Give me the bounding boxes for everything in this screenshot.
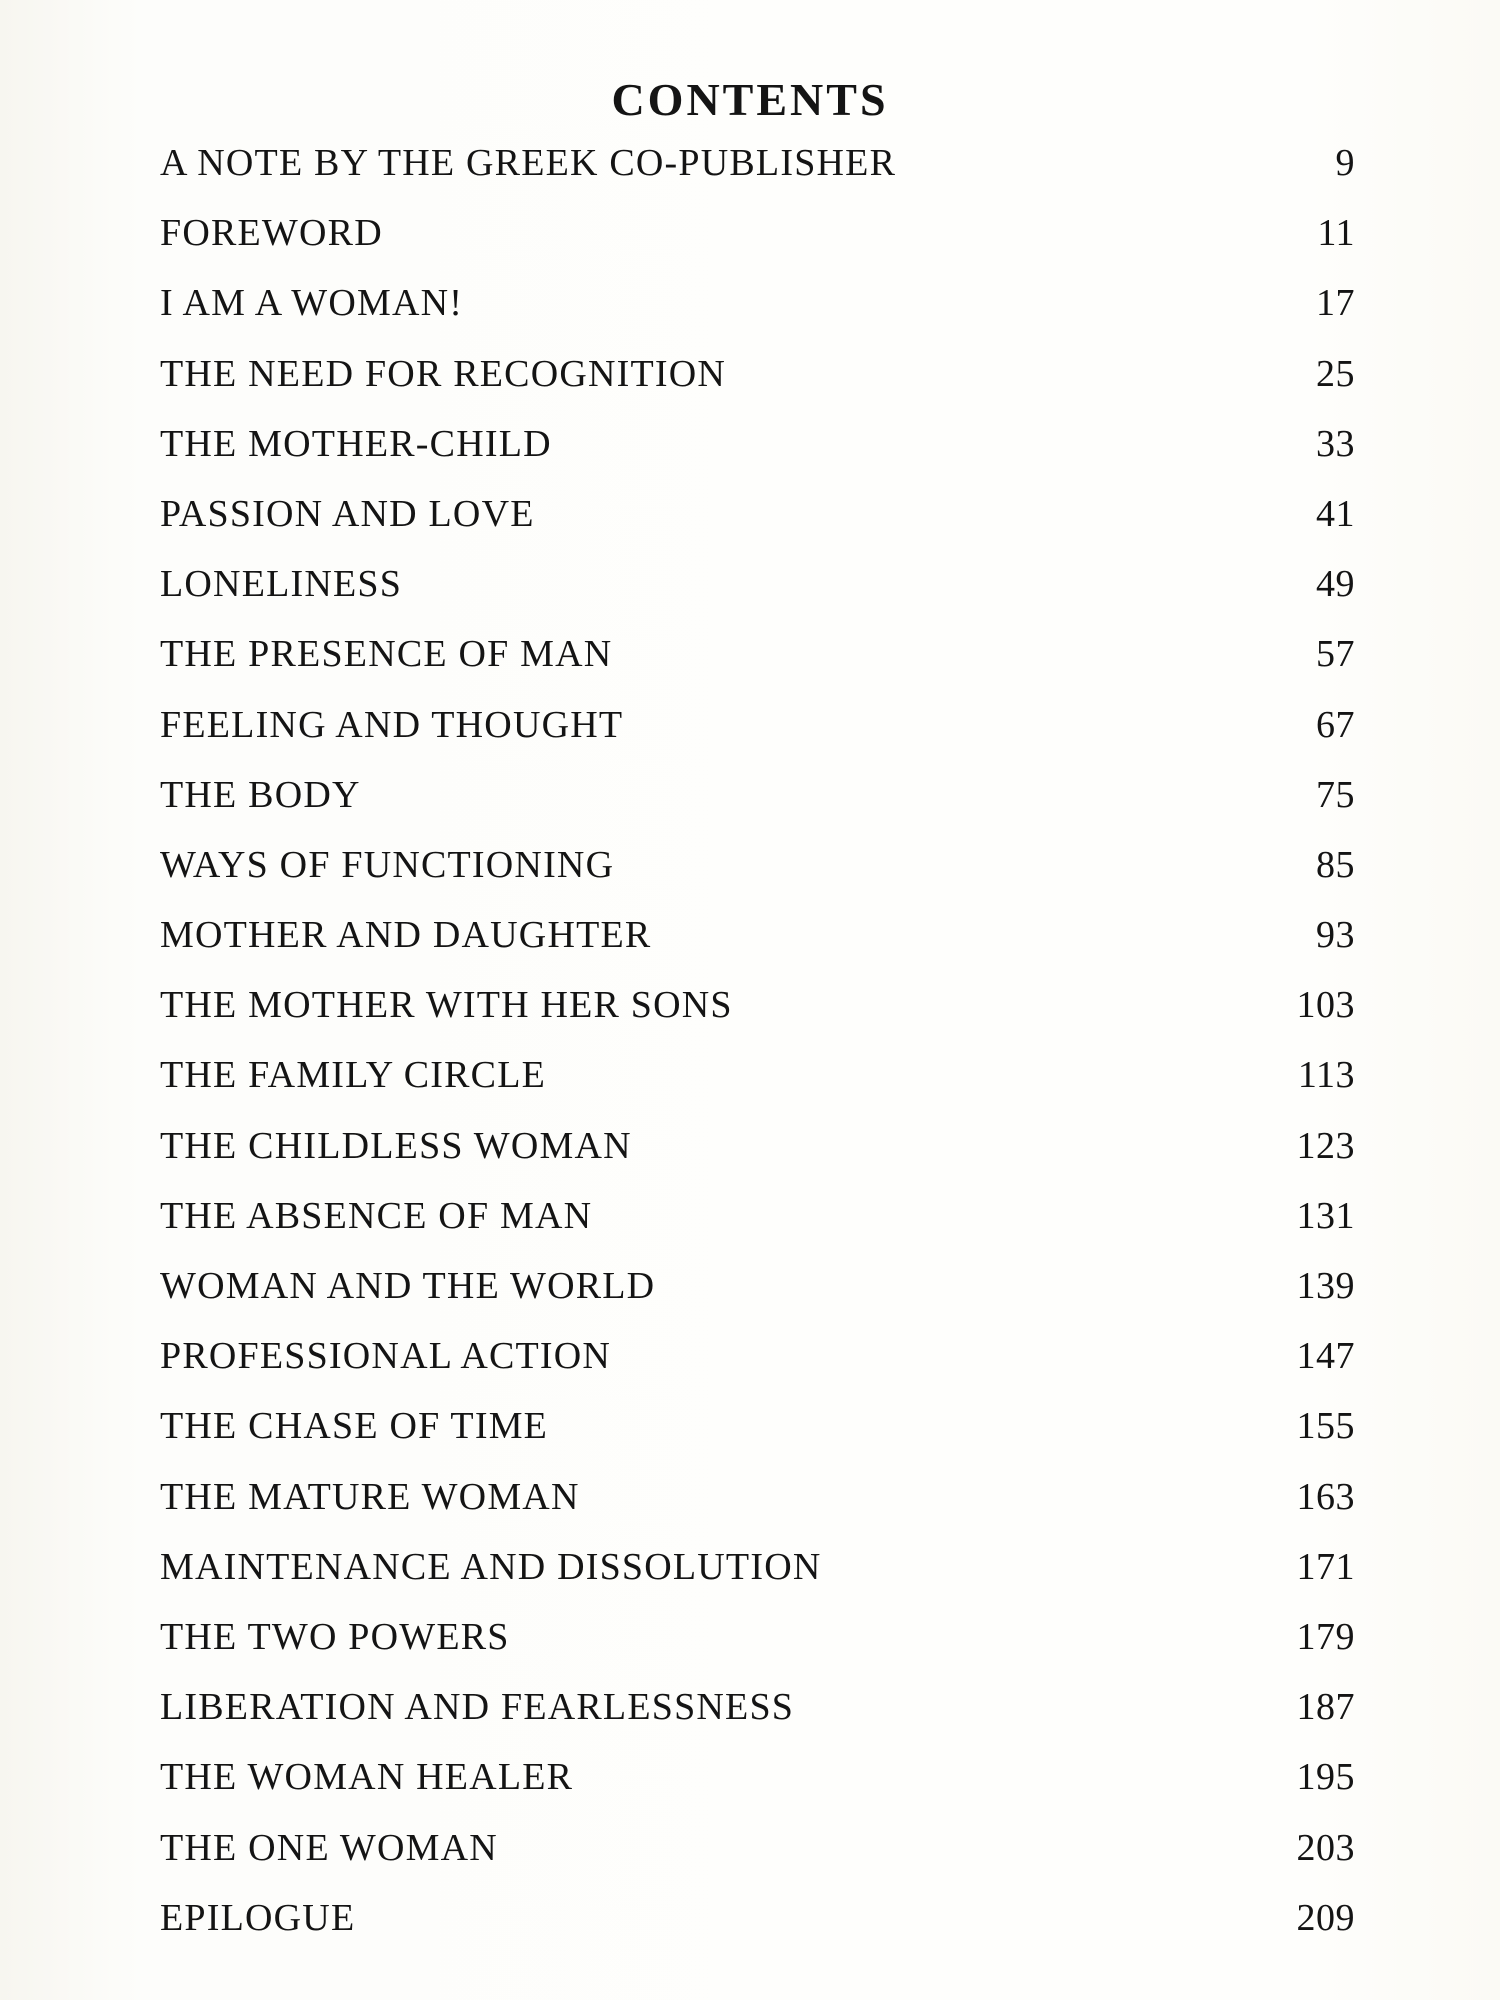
toc-entry [160,352,1355,422]
toc-entry [160,1685,1355,1755]
toc-entry-page-number: 171 [1296,1545,1355,1588]
toc-entry-title: THE ONE WOMAN [160,1826,498,1869]
toc-entry-title: THE MATURE WOMAN [160,1475,580,1518]
toc-entry-page-number: 11 [1317,212,1355,255]
toc-entry-page-number: 33 [1316,422,1355,465]
toc-entry [160,843,1355,913]
toc-entry [160,632,1355,702]
toc-entry [160,211,1355,281]
toc-entry [160,913,1355,983]
toc-entry [160,1475,1355,1545]
toc-entry-title: LIBERATION AND FEARLESSNESS [160,1686,795,1729]
toc-entry [160,141,1355,211]
toc-entry-title: EPILOGUE [160,1896,356,1939]
toc-entry [160,1545,1355,1615]
toc-entry-title: LONELINESS [160,563,403,606]
toc-entry-page-number: 49 [1316,563,1355,606]
toc-entry-title: THE MOTHER-CHILD [160,422,552,465]
page-title: CONTENTS [611,74,889,125]
toc-entry-page-number: 123 [1296,1124,1355,1167]
toc-entry-title: WAYS OF FUNCTIONING [160,843,615,886]
toc-entry [160,703,1355,773]
toc-entry [160,422,1355,492]
toc-entry [160,1826,1355,1896]
toc-entry-page-number: 9 [1335,142,1355,184]
toc-entry-page-number: 195 [1296,1756,1355,1799]
toc-entry [160,1334,1355,1404]
toc-entry-page-number: 163 [1296,1475,1355,1518]
toc-entry [160,773,1355,843]
toc-entry-title: MAINTENANCE AND DISSOLUTION [160,1545,822,1588]
toc-entry-title: THE FAMILY CIRCLE [160,1054,547,1097]
toc-entry-page-number: 93 [1316,914,1355,957]
toc-entry-title: THE MOTHER WITH HER SONS [160,984,733,1027]
toc-entry-title: FEELING AND THOUGHT [160,703,624,746]
toc-entry-title: THE BODY [160,773,361,816]
toc-entry-page-number: 113 [1297,1054,1355,1097]
toc-entry [160,1755,1355,1825]
toc-entry-page-number: 17 [1316,282,1355,325]
toc-entry-page-number: 25 [1316,352,1355,395]
toc-entry-title: FOREWORD [160,212,383,255]
toc-entry-page-number: 147 [1296,1335,1355,1378]
toc-entry-title: THE TWO POWERS [160,1615,510,1658]
toc-entry-page-number: 209 [1296,1896,1355,1939]
toc-entry [160,1194,1355,1264]
toc-entry [160,1404,1355,1474]
toc-entry-title: THE CHILDLESS WOMAN [160,1124,632,1167]
toc-entry-page-number: 85 [1316,843,1355,886]
toc-entry-page-number: 179 [1296,1615,1355,1658]
toc-entry-page-number: 103 [1296,984,1355,1027]
toc-entry [160,492,1355,562]
toc-entry-title: A NOTE BY THE GREEK CO-PUBLISHER [160,142,897,184]
toc-entry-page-number: 57 [1316,633,1355,676]
toc-entry-title: PASSION AND LOVE [160,492,535,535]
toc-entry-page-number: 187 [1296,1686,1355,1729]
toc-entry-page-number: 203 [1296,1826,1355,1869]
toc-entry [160,1264,1355,1334]
toc-entry-page-number: 75 [1316,773,1355,816]
toc-entry [160,983,1355,1053]
toc-entry-page-number: 155 [1296,1405,1355,1448]
toc-entry-title: THE ABSENCE OF MAN [160,1194,593,1237]
toc-entry-page-number: 67 [1316,703,1355,746]
toc-entry-page-number: 139 [1296,1265,1355,1307]
toc-entry-title: PROFESSIONAL ACTION [160,1335,612,1378]
toc-entry-title: THE CHASE OF TIME [160,1405,549,1448]
toc-entry-title: I AM A WOMAN! [160,282,464,325]
toc-entry [160,1615,1355,1685]
toc-entry [160,281,1355,351]
toc-entry-title: MOTHER AND DAUGHTER [160,914,652,957]
toc-entry [160,1124,1355,1194]
toc-entry [160,1053,1355,1123]
toc-entry-page-number: 41 [1316,492,1355,535]
toc-entry [160,1896,1355,1966]
toc-entry-title: THE PRESENCE OF MAN [160,633,613,676]
toc-entry-title: THE WOMAN HEALER [160,1756,574,1799]
toc-entry [160,562,1355,632]
toc-entry-page-number: 131 [1296,1194,1355,1237]
table-of-contents [160,141,1355,1966]
toc-entry-title: THE NEED FOR RECOGNITION [160,352,727,395]
toc-entry-title: WOMAN AND THE WORLD [160,1265,656,1307]
